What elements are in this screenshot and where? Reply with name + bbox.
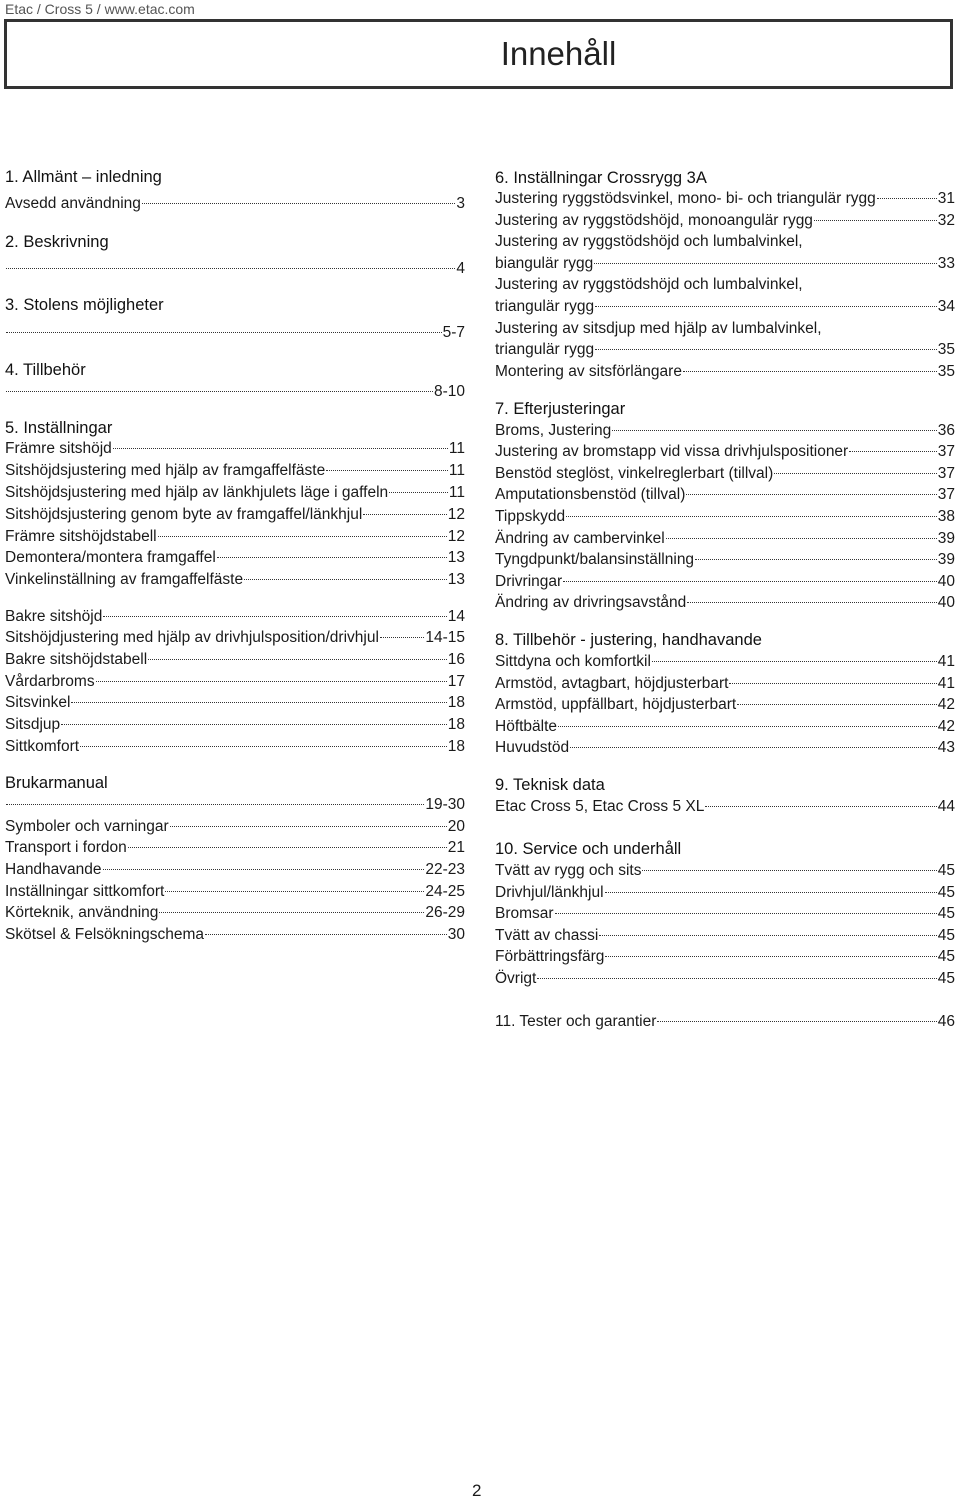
toc-entry-page: 40	[937, 573, 955, 590]
dot-leader	[642, 858, 936, 871]
toc-entry-page: 14	[447, 608, 465, 625]
toc-entry-page: 8-10	[433, 383, 465, 400]
toc-entry	[495, 188, 955, 210]
title-box	[4, 19, 953, 89]
toc-entry-page: 5-7	[442, 324, 465, 341]
toc-entry-page: 17	[447, 673, 465, 690]
toc-entry	[495, 210, 955, 232]
toc-entry-page: 22-23	[425, 861, 465, 878]
toc-entry	[5, 460, 465, 482]
dot-leader	[849, 439, 937, 452]
dot-leader	[563, 569, 937, 582]
toc-entry-label: Demontera/montera framgaffel	[5, 549, 216, 566]
dot-leader	[612, 418, 936, 431]
toc-section-heading: 10. Service och underhåll	[495, 840, 682, 858]
dot-leader	[170, 814, 447, 827]
toc-entry-label: Justering ryggstödsvinkel, mono- bi- och triangulär rygg	[495, 190, 876, 207]
dot-leader	[594, 251, 937, 264]
toc-entry-label: Körteknik, användning	[5, 904, 159, 921]
toc-entry	[495, 796, 955, 818]
toc-entry-page: 40	[937, 594, 955, 611]
dot-leader	[142, 191, 455, 204]
toc-entry	[495, 968, 955, 990]
dot-leader	[605, 880, 937, 893]
toc-entry-label: Justering av ryggstödshöjd, monoangulär rygg	[495, 212, 813, 229]
page-number: 2	[472, 1481, 482, 1500]
toc-entry-label: Tyngdpunkt/balansinställning	[495, 551, 695, 568]
toc-entry-page: 24-25	[425, 883, 465, 900]
toc-entry-page: 12	[447, 506, 465, 523]
toc-entry-label: Förbättringsfärg	[495, 948, 605, 965]
toc-entry-label: Sitshöjdjustering med hjälp av drivhjulsposition/drivhjul	[5, 629, 379, 646]
toc-entry-label: Ändring av cambervinkel	[495, 530, 665, 547]
toc-entry	[5, 714, 465, 736]
toc-entry-page: 46	[937, 1013, 955, 1030]
toc-entry	[5, 692, 465, 714]
toc-entry-label: Bakre sitshöjdstabell	[5, 651, 148, 668]
toc-entry-page: 45	[937, 905, 955, 922]
toc-entry	[5, 649, 465, 671]
toc-entry-page: 42	[937, 696, 955, 713]
toc-entry-page: 13	[447, 571, 465, 588]
toc-entry-label: Sittkomfort	[5, 738, 80, 755]
toc-entry	[495, 1011, 955, 1033]
toc-entry-page: 37	[937, 443, 955, 460]
toc-entry	[495, 441, 955, 463]
toc-section-heading: Brukarmanual	[5, 774, 108, 792]
toc-entry	[5, 924, 465, 946]
toc-entry-page: 35	[937, 341, 955, 358]
toc-entry-page: 45	[937, 970, 955, 987]
toc-section-heading: 1. Allmänt – inledning	[5, 168, 162, 186]
dot-leader	[774, 461, 936, 474]
toc-entry-label: Montering av sitsförlängare	[495, 363, 682, 380]
toc-entry	[495, 484, 955, 506]
toc-entry-page: 12	[447, 528, 465, 545]
toc-entry-label: Justering av ryggstödshöjd och lumbalvinkel,	[495, 233, 803, 250]
toc-entry-label: Handhavande	[5, 861, 102, 878]
toc-entry-label: Amputationsbenstöd (tillval)	[495, 486, 686, 503]
toc-entry	[5, 438, 465, 460]
toc-entry-label: Sittdyna och komfortkil	[495, 653, 651, 670]
toc-entry-page: 36	[937, 422, 955, 439]
toc-entry-page: 4	[456, 260, 465, 277]
toc-entry	[495, 339, 955, 361]
toc-entry-label: Ändring av drivringsavstånd	[495, 594, 687, 611]
toc-entry-page: 37	[937, 465, 955, 482]
toc-entry-label: Sitsdjup	[5, 716, 61, 733]
toc-entry	[495, 549, 955, 571]
toc-entry-label: biangulär rygg	[495, 255, 594, 272]
dot-leader	[558, 714, 937, 727]
toc-entry-label: Etac Cross 5, Etac Cross 5 XL	[495, 798, 705, 815]
dot-leader	[6, 379, 433, 392]
toc-entry	[5, 859, 465, 881]
toc-entry-label: Främre sitshöjd	[5, 440, 112, 457]
dot-leader	[695, 547, 937, 560]
toc-entry	[5, 381, 465, 403]
toc-entry	[5, 736, 465, 758]
toc-entry-page: 34	[937, 298, 955, 315]
toc-entry-page: 45	[937, 862, 955, 879]
toc-entry-page: 45	[937, 884, 955, 901]
toc-entry-page: 41	[937, 675, 955, 692]
toc-entry-page: 26-29	[425, 904, 465, 921]
toc-entry-label: Armstöd, uppfällbart, höjdjusterbart	[495, 696, 737, 713]
toc-entry-label: Justering av bromstapp vid vissa drivhjulspositioner	[495, 443, 849, 460]
dot-leader	[566, 504, 937, 517]
toc-entry-page: 11	[448, 462, 465, 479]
toc-entry-label: Sitsvinkel	[5, 694, 71, 711]
toc-entry-page: 19-30	[425, 796, 465, 813]
toc-entry-page: 45	[937, 948, 955, 965]
toc-entry	[495, 592, 955, 614]
dot-leader	[159, 900, 424, 913]
toc-entry-label: Bakre sitshöjd	[5, 608, 103, 625]
running-header: Etac / Cross 5 / www.etac.com	[5, 1, 195, 17]
toc-entry-label: Tvätt av chassi	[495, 927, 599, 944]
dot-leader	[687, 590, 936, 603]
toc-entry	[495, 506, 955, 528]
toc-entry-page: 39	[937, 551, 955, 568]
dot-leader	[363, 502, 446, 515]
dot-leader	[729, 671, 936, 684]
dot-leader	[61, 712, 447, 725]
toc-entry-label: Sitshöjdsjustering med hjälp av framgaffelfäste	[5, 462, 326, 479]
toc-section-heading: 6. Inställningar Crossrygg 3A	[495, 169, 707, 187]
toc-entry-label: Sitshöjdsjustering genom byte av framgaffel/länkhjul	[5, 506, 363, 523]
dot-leader	[555, 901, 937, 914]
dot-leader	[595, 294, 937, 307]
dot-leader	[165, 879, 424, 892]
toc-section-heading: 8. Tillbehör - justering, handhavande	[495, 631, 762, 649]
dot-leader	[326, 458, 448, 471]
dot-leader	[814, 208, 937, 221]
toc-entry-page: 13	[447, 549, 465, 566]
dot-leader	[570, 735, 937, 748]
dot-leader	[877, 186, 937, 199]
toc-entry-page: 37	[937, 486, 955, 503]
toc-entry-label: Broms, Justering	[495, 422, 612, 439]
toc-entry	[5, 547, 465, 569]
toc-section-heading: 9. Teknisk data	[495, 776, 605, 794]
toc-entry-label: Främre sitshöjdstabell	[5, 528, 157, 545]
dot-leader	[103, 604, 446, 617]
toc-entry-page: 14-15	[425, 629, 465, 646]
dot-leader	[148, 647, 447, 660]
toc-entry-label: Benstöd steglöst, vinkelreglerbart (tillval)	[495, 465, 774, 482]
toc-entry-page: 20	[447, 818, 465, 835]
toc-entry-label: 11. Tester och garantier	[495, 1013, 657, 1030]
toc-entry	[495, 860, 955, 882]
dot-leader	[380, 625, 424, 638]
dot-leader	[686, 482, 936, 495]
toc-entry	[495, 903, 955, 925]
toc-entry	[5, 837, 465, 859]
toc-entry-page: 42	[937, 718, 955, 735]
toc-entry	[495, 651, 955, 673]
toc-entry-label: Inställningar sittkomfort	[5, 883, 165, 900]
toc-entry-page: 43	[937, 739, 955, 756]
toc-entry-label: Sitshöjdsjustering med hjälp av länkhjulets läge i gaffeln	[5, 484, 389, 501]
toc-entry-page: 45	[937, 927, 955, 944]
toc-entry-label: Tvätt av rygg och sits	[495, 862, 642, 879]
toc-entry-page: 41	[937, 653, 955, 670]
toc-entry	[5, 627, 465, 649]
toc-entry-page: 33	[937, 255, 955, 272]
dot-leader	[389, 480, 448, 493]
dot-leader	[605, 944, 936, 957]
toc-entry-label: triangulär rygg	[495, 298, 595, 315]
toc-entry-label: Justering av ryggstödshöjd och lumbalvinkel,	[495, 276, 803, 293]
toc-entry-page: 32	[937, 212, 955, 229]
dot-leader	[6, 256, 455, 269]
toc-entry	[5, 193, 465, 215]
toc-entry-label: Armstöd, avtagbart, höjdjusterbart	[495, 675, 729, 692]
toc-entry-page: 39	[937, 530, 955, 547]
toc-entry-label: Vårdarbroms	[5, 673, 95, 690]
toc-entry-page: 31	[937, 190, 955, 207]
toc-entry-page: 16	[447, 651, 465, 668]
toc-entry-label: Justering av sitsdjup med hjälp av lumbalvinkel,	[495, 320, 822, 337]
page-title: Innehåll	[500, 35, 617, 72]
dot-leader	[113, 436, 448, 449]
dot-leader	[158, 524, 447, 537]
dot-leader	[96, 669, 447, 682]
toc-entry-label: Skötsel & Felsökningschema	[5, 926, 205, 943]
toc-entry-page: 11	[448, 440, 465, 457]
dot-leader	[595, 337, 937, 350]
dot-leader	[666, 526, 937, 539]
toc-entry-page: 3	[456, 195, 465, 212]
toc-entry-label: Drivhjul/länkhjul	[495, 884, 604, 901]
toc-entry	[495, 694, 955, 716]
dot-leader	[652, 649, 937, 662]
toc-entry-label: triangulär rygg	[495, 341, 595, 358]
toc-entry-page: 35	[937, 363, 955, 380]
toc-entry-page: 18	[447, 738, 465, 755]
toc-entry-label: Symboler och varningar	[5, 818, 169, 835]
toc-section-heading: 7. Efterjusteringar	[495, 400, 626, 418]
toc-entry	[495, 361, 955, 383]
toc-entry	[5, 504, 465, 526]
dot-leader	[657, 1009, 936, 1022]
dot-leader	[705, 794, 936, 807]
toc-entry	[5, 482, 465, 504]
dot-leader	[737, 692, 937, 705]
toc-entry-label: Drivringar	[495, 573, 563, 590]
toc-entry	[5, 258, 465, 280]
toc-section-heading: 3. Stolens möjligheter	[5, 296, 164, 314]
dot-leader	[217, 545, 447, 558]
toc-entry-label: Bromsar	[495, 905, 554, 922]
dot-leader	[205, 922, 447, 935]
toc-entry-label: Huvudstöd	[495, 739, 570, 756]
toc-entry-label: Avsedd användning	[5, 195, 141, 212]
toc-entry-label: Transport i fordon	[5, 839, 127, 856]
toc-entry	[5, 902, 465, 924]
dot-leader	[244, 567, 447, 580]
toc-entry-page: 30	[447, 926, 465, 943]
toc-entry	[495, 253, 955, 275]
toc-entry-page: 38	[937, 508, 955, 525]
toc-entry	[495, 296, 955, 318]
toc-section-heading: 5. Inställningar	[5, 419, 113, 437]
dot-leader	[6, 320, 442, 333]
toc-entry-label: Tippskydd	[495, 508, 566, 525]
toc-entry-label: Övrigt	[495, 970, 537, 987]
toc-entry-label: Vinkelinställning av framgaffelfäste	[5, 571, 244, 588]
toc-entry	[495, 737, 955, 759]
toc-entry-page: 21	[447, 839, 465, 856]
dot-leader	[80, 734, 447, 747]
dot-leader	[683, 359, 937, 372]
dot-leader	[6, 792, 424, 805]
toc-entry	[5, 794, 465, 816]
toc-entry-label: Höftbälte	[495, 718, 558, 735]
dot-leader	[599, 923, 936, 936]
toc-entry	[5, 569, 465, 591]
toc-entry	[495, 946, 955, 968]
dot-leader	[537, 966, 936, 979]
dot-leader	[128, 835, 447, 848]
dot-leader	[103, 857, 425, 870]
toc-entry	[5, 322, 465, 344]
toc-entry-page: 44	[937, 798, 955, 815]
dot-leader	[71, 690, 446, 703]
toc-section-heading: 4. Tillbehör	[5, 361, 86, 379]
toc-entry-page: 18	[447, 716, 465, 733]
toc-entry-page: 18	[447, 694, 465, 711]
toc-section-heading: 2. Beskrivning	[5, 233, 109, 251]
toc-entry-page: 11	[448, 484, 465, 501]
